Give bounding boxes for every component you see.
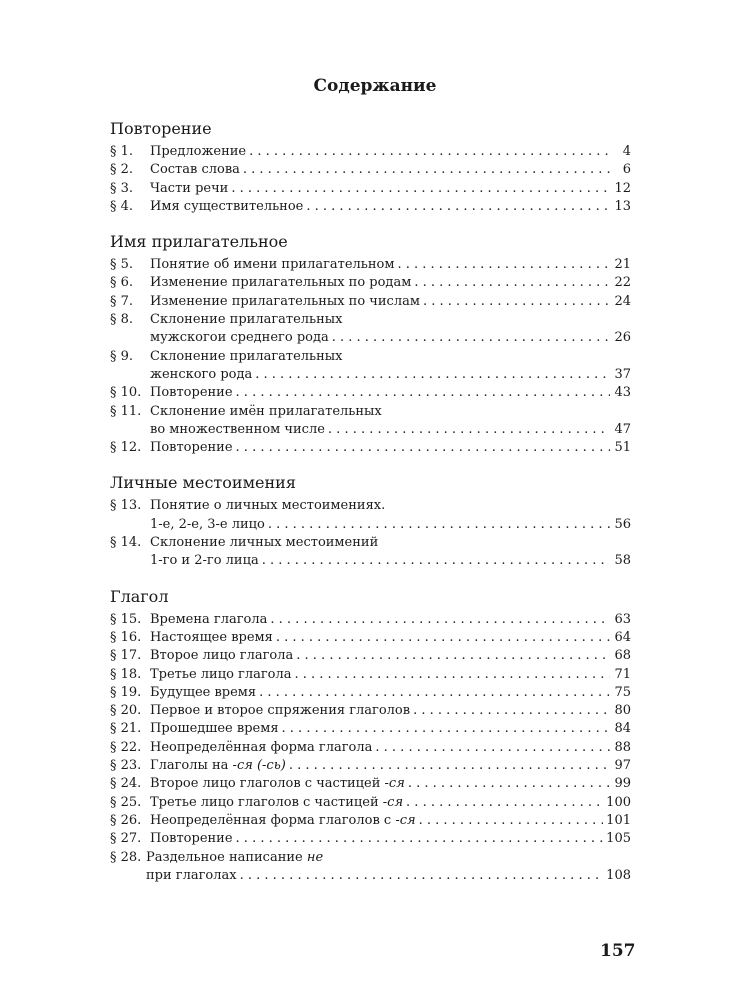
dot-leader [236, 439, 610, 457]
entry-body [150, 647, 631, 665]
dot-leader [249, 143, 610, 161]
paragraph-number: § 19. [110, 684, 142, 700]
dot-leader [231, 180, 610, 198]
entry-title-line [150, 256, 631, 274]
entry-title [150, 198, 303, 216]
entry-body [150, 666, 631, 684]
dot-leader [236, 830, 604, 848]
entry-text: Состав слова [150, 162, 240, 178]
entry-text: Будущее время [150, 684, 257, 700]
paragraph-number: § 26. [110, 812, 142, 828]
entry-page-number: 43 [614, 385, 631, 401]
entry-title [150, 775, 405, 793]
entry-body [150, 439, 631, 457]
entry-page-number: 64 [614, 629, 631, 645]
entry-text: Предложение [150, 144, 247, 159]
entry-title-line [150, 552, 631, 570]
dot-leader [255, 366, 610, 384]
toc-entry [110, 629, 631, 647]
entry-text: Части речи [150, 180, 229, 196]
dot-leader [332, 329, 610, 347]
entry-body [150, 161, 631, 179]
entry-text: 1-го и 2-го лица [150, 553, 259, 569]
entry-title [150, 366, 252, 384]
toc-entry [110, 274, 631, 292]
entry-page-number: 63 [614, 611, 631, 627]
section-heading: Повторение [110, 119, 212, 138]
toc-section [110, 472, 631, 570]
toc-entry [110, 720, 631, 738]
entry-body [150, 830, 631, 848]
entry-text: при глаголах [146, 867, 237, 883]
entry-page-number: 6 [622, 162, 631, 178]
dot-leader [295, 666, 611, 684]
entry-text: Третье лицо глагола [150, 666, 292, 682]
dot-leader [262, 552, 610, 570]
entry-text: 1-е, 2-е, 3-е лицо [150, 516, 265, 532]
paragraph-number: § 24. [110, 776, 142, 792]
entry-text: Глаголы на [150, 758, 233, 774]
entry-title-line [146, 849, 631, 867]
entry-text: Имя существительное [150, 198, 304, 214]
toc-entry [110, 384, 631, 402]
toc-entry [110, 757, 631, 775]
entry-title [150, 180, 228, 198]
toc-section [110, 586, 631, 885]
entry-body [150, 720, 631, 738]
paragraph-number: § 8. [110, 312, 134, 328]
section-heading: Глагол [110, 586, 169, 606]
paragraph-number: § 25. [110, 794, 142, 810]
entry-page-number: 71 [614, 666, 631, 682]
paragraph-number: § 16. [110, 629, 142, 645]
toc-entry [110, 830, 631, 848]
entry-title [150, 348, 342, 366]
toc-entry [110, 198, 631, 216]
toc-entry [110, 611, 631, 629]
entry-title-line [150, 311, 631, 329]
entry-title [150, 143, 246, 161]
entry-page-number: 26 [614, 330, 631, 346]
dot-leader [306, 198, 610, 216]
dot-leader [419, 812, 604, 830]
entry-title [150, 666, 292, 684]
entry-page-number: 75 [614, 684, 631, 700]
entry-body [150, 497, 631, 534]
entry-text: Неопределённая форма глаголов с [150, 812, 396, 828]
paragraph-number: § 17. [110, 648, 142, 664]
entry-title [150, 256, 394, 274]
entry-body [150, 143, 631, 161]
entry-text: Второе лицо глагола [150, 648, 294, 664]
dot-leader [328, 421, 610, 439]
entry-title-line [150, 666, 631, 684]
entry-text: Повторение [150, 385, 233, 401]
entry-body [150, 403, 631, 440]
entry-text: Третье лицо глаголов с частицей [150, 794, 383, 810]
entry-title-line [150, 794, 631, 812]
paragraph-number: § 6. [110, 275, 134, 291]
entry-body [150, 198, 631, 216]
toc-entry [110, 348, 631, 385]
entry-title-line [150, 403, 631, 421]
entry-title-line [150, 293, 631, 311]
toc-entry [110, 794, 631, 812]
section-heading: Личные местоимения [110, 473, 296, 493]
toc-entry [110, 702, 631, 720]
toc-entry [110, 161, 631, 179]
entry-title-line [150, 274, 631, 292]
italic-text: -ся [382, 794, 404, 810]
entry-body [150, 702, 631, 720]
entry-title [150, 293, 420, 311]
entry-title [150, 384, 233, 402]
entry-text: Повторение [150, 440, 233, 456]
entry-page-number: 24 [614, 293, 631, 309]
entry-title-line [146, 867, 631, 885]
entry-title-line [150, 647, 631, 665]
entry-body [150, 684, 631, 702]
paragraph-number: § 1. [110, 144, 134, 159]
dot-leader [276, 629, 610, 647]
toc-entry [110, 439, 631, 457]
entry-title [150, 516, 265, 534]
entry-title [150, 720, 279, 738]
dot-leader [236, 384, 610, 402]
entry-body [150, 775, 631, 793]
dot-leader [289, 757, 610, 775]
entry-title [150, 421, 325, 439]
entry-body [150, 293, 631, 311]
entry-title [150, 161, 240, 179]
entry-body [150, 384, 631, 402]
entry-page-number: 47 [614, 421, 631, 437]
dot-leader [423, 293, 610, 311]
entry-title-line [150, 516, 631, 534]
entry-page-number: 13 [614, 198, 631, 214]
entry-page-number: 58 [614, 553, 631, 569]
entry-text: Склонение имён прилагательных [150, 403, 382, 419]
entry-text: Прошедшее время [150, 721, 279, 737]
toc-entry [110, 647, 631, 665]
entry-title [150, 439, 233, 457]
entry-body [150, 757, 631, 775]
section-heading: Имя прилагательное [110, 232, 288, 252]
toc-section [110, 231, 631, 457]
entry-body [150, 739, 631, 757]
paragraph-number: § 4. [110, 198, 134, 214]
page-number: 157 [600, 941, 636, 961]
entry-title [150, 739, 372, 757]
entry-title [150, 794, 403, 812]
entry-text: Повторение [150, 831, 233, 847]
paragraph-number: § 9. [110, 348, 134, 364]
toc-entry [110, 403, 631, 440]
entry-text: Второе лицо глаголов с частицей [150, 776, 385, 792]
dot-leader [406, 794, 603, 812]
entry-page-number: 105 [606, 831, 631, 847]
toc-entry [110, 256, 631, 274]
entry-body [150, 629, 631, 647]
entry-text: во множественном числе [150, 421, 325, 437]
entry-text: Склонение прилагательных [150, 348, 343, 364]
paragraph-number: § 11. [110, 403, 142, 419]
entry-body [150, 256, 631, 274]
dot-leader [414, 274, 610, 292]
entry-page-number: 4 [622, 144, 631, 159]
entry-title-line [150, 534, 631, 552]
entry-page-number: 80 [614, 703, 631, 719]
entry-text: женского рода [150, 366, 253, 382]
entry-title [150, 684, 256, 702]
entry-title [150, 629, 273, 647]
entry-body [150, 812, 631, 830]
paragraph-number: § 15. [110, 611, 142, 627]
dot-leader [282, 720, 610, 738]
dot-leader [243, 161, 610, 179]
entry-title-line [150, 161, 631, 179]
entry-text: Первое и второе спряжения глаголов [150, 703, 411, 719]
paragraph-number: § 13. [110, 498, 142, 514]
italic-text: не [306, 849, 324, 865]
entry-title [150, 647, 293, 665]
dot-leader [259, 684, 610, 702]
dot-leader [268, 516, 610, 534]
entry-page-number: 97 [614, 758, 631, 774]
entry-title-line [150, 497, 631, 515]
entry-title-line [150, 702, 631, 720]
toc-entry [110, 180, 631, 198]
dot-leader [296, 647, 610, 665]
entry-title-line [150, 143, 631, 161]
entry-text: Изменение прилагательных по родам [150, 275, 412, 291]
entry-title-line [150, 180, 631, 198]
paragraph-number: § 22. [110, 739, 142, 755]
toc-entry [110, 497, 631, 534]
paragraph-number: § 14. [110, 535, 142, 551]
paragraph-number: § 7. [110, 293, 134, 309]
entry-page-number: 37 [614, 366, 631, 382]
entry-title [150, 611, 267, 629]
entry-body [146, 849, 631, 886]
entry-title-line [150, 384, 631, 402]
entry-title [146, 849, 323, 867]
entry-title-line [150, 720, 631, 738]
paragraph-number: § 27. [110, 831, 142, 847]
entry-title-line [150, 366, 631, 384]
dot-leader [375, 739, 610, 757]
entry-page-number: 21 [614, 257, 631, 273]
entry-title-line [150, 629, 631, 647]
toc-section [110, 118, 631, 216]
paragraph-number: § 3. [110, 180, 134, 196]
entry-title [150, 757, 286, 775]
entry-title-line [150, 684, 631, 702]
entry-text: Изменение прилагательных по числам [150, 293, 420, 309]
entry-body [150, 274, 631, 292]
toc-entry [110, 293, 631, 311]
entry-text: Неопределённая форма глагола [150, 739, 373, 755]
entry-text: Понятие об имени прилагательном [150, 257, 395, 273]
entry-text: Понятие о личных местоимениях. [150, 498, 386, 514]
paragraph-number: § 5. [110, 257, 134, 273]
entry-body [150, 180, 631, 198]
entry-body [150, 794, 631, 812]
entry-body [150, 311, 631, 348]
paragraph-number: § 20. [110, 703, 142, 719]
entry-page-number: 68 [614, 648, 631, 664]
entry-text: Настоящее время [150, 629, 273, 645]
entry-page-number: 88 [614, 739, 631, 755]
toc-entry [110, 684, 631, 702]
entry-page-number: 56 [614, 516, 631, 532]
entry-title [150, 311, 342, 329]
toc-entry [110, 739, 631, 757]
paragraph-number: § 23. [110, 758, 142, 774]
entry-body [150, 611, 631, 629]
entry-title-line [150, 739, 631, 757]
entry-title-line [150, 611, 631, 629]
entry-title-line [150, 775, 631, 793]
paragraph-number: § 2. [110, 162, 134, 178]
entry-title-line [150, 757, 631, 775]
dot-leader [397, 256, 610, 274]
entry-title [150, 702, 410, 720]
entry-page-number: 101 [606, 812, 631, 828]
entry-page-number: 84 [614, 721, 631, 737]
entry-text: Раздельное написание [146, 849, 307, 865]
entry-title-line [150, 348, 631, 366]
italic-text: -ся (-сь) [232, 758, 286, 774]
toc-entry [110, 311, 631, 348]
entry-body [150, 348, 631, 385]
page-title: Содержание [313, 76, 437, 96]
toc-entry [110, 812, 631, 830]
entry-body [150, 534, 631, 571]
entry-title-line [150, 421, 631, 439]
entry-title-line [150, 830, 631, 848]
entry-page-number: 12 [614, 180, 631, 196]
dot-leader [413, 702, 610, 720]
entry-page-number: 100 [606, 794, 631, 810]
dot-leader [408, 775, 610, 793]
entry-title [150, 552, 259, 570]
paragraph-number: § 21. [110, 721, 142, 737]
toc-entry [110, 534, 631, 571]
entry-text: Склонение личных местоимений [150, 535, 379, 551]
entry-text: мужскогои среднего рода [150, 330, 329, 346]
entry-title [150, 534, 378, 552]
dot-leader [240, 867, 604, 885]
entry-title [150, 329, 329, 347]
paragraph-number: § 10. [110, 385, 142, 401]
entry-title [150, 403, 382, 421]
toc-entry [110, 143, 631, 161]
entry-title [150, 274, 411, 292]
paragraph-number: § 12. [110, 440, 142, 456]
entry-title-line [150, 812, 631, 830]
toc-entry [110, 775, 631, 793]
italic-text: -ся [384, 776, 405, 792]
entry-title-line [150, 329, 631, 347]
italic-text: -ся [395, 812, 416, 828]
entry-page-number: 22 [614, 275, 631, 291]
entry-title-line [150, 198, 631, 216]
entry-title-line [150, 439, 631, 457]
entry-page-number: 51 [614, 440, 631, 456]
entry-title [150, 497, 385, 515]
table-of-contents [110, 118, 631, 885]
toc-entry [110, 849, 631, 886]
paragraph-number: § 18. [110, 666, 142, 682]
entry-page-number: 99 [614, 776, 631, 792]
entry-title [146, 867, 237, 885]
dot-leader [270, 611, 610, 629]
entry-title [150, 812, 416, 830]
paragraph-number: § 28. [110, 849, 142, 865]
toc-entry [110, 666, 631, 684]
entry-text: Времена глагола [150, 611, 268, 627]
entry-title [150, 830, 233, 848]
entry-text: Склонение прилагательных [150, 312, 343, 328]
entry-page-number: 108 [606, 867, 631, 883]
